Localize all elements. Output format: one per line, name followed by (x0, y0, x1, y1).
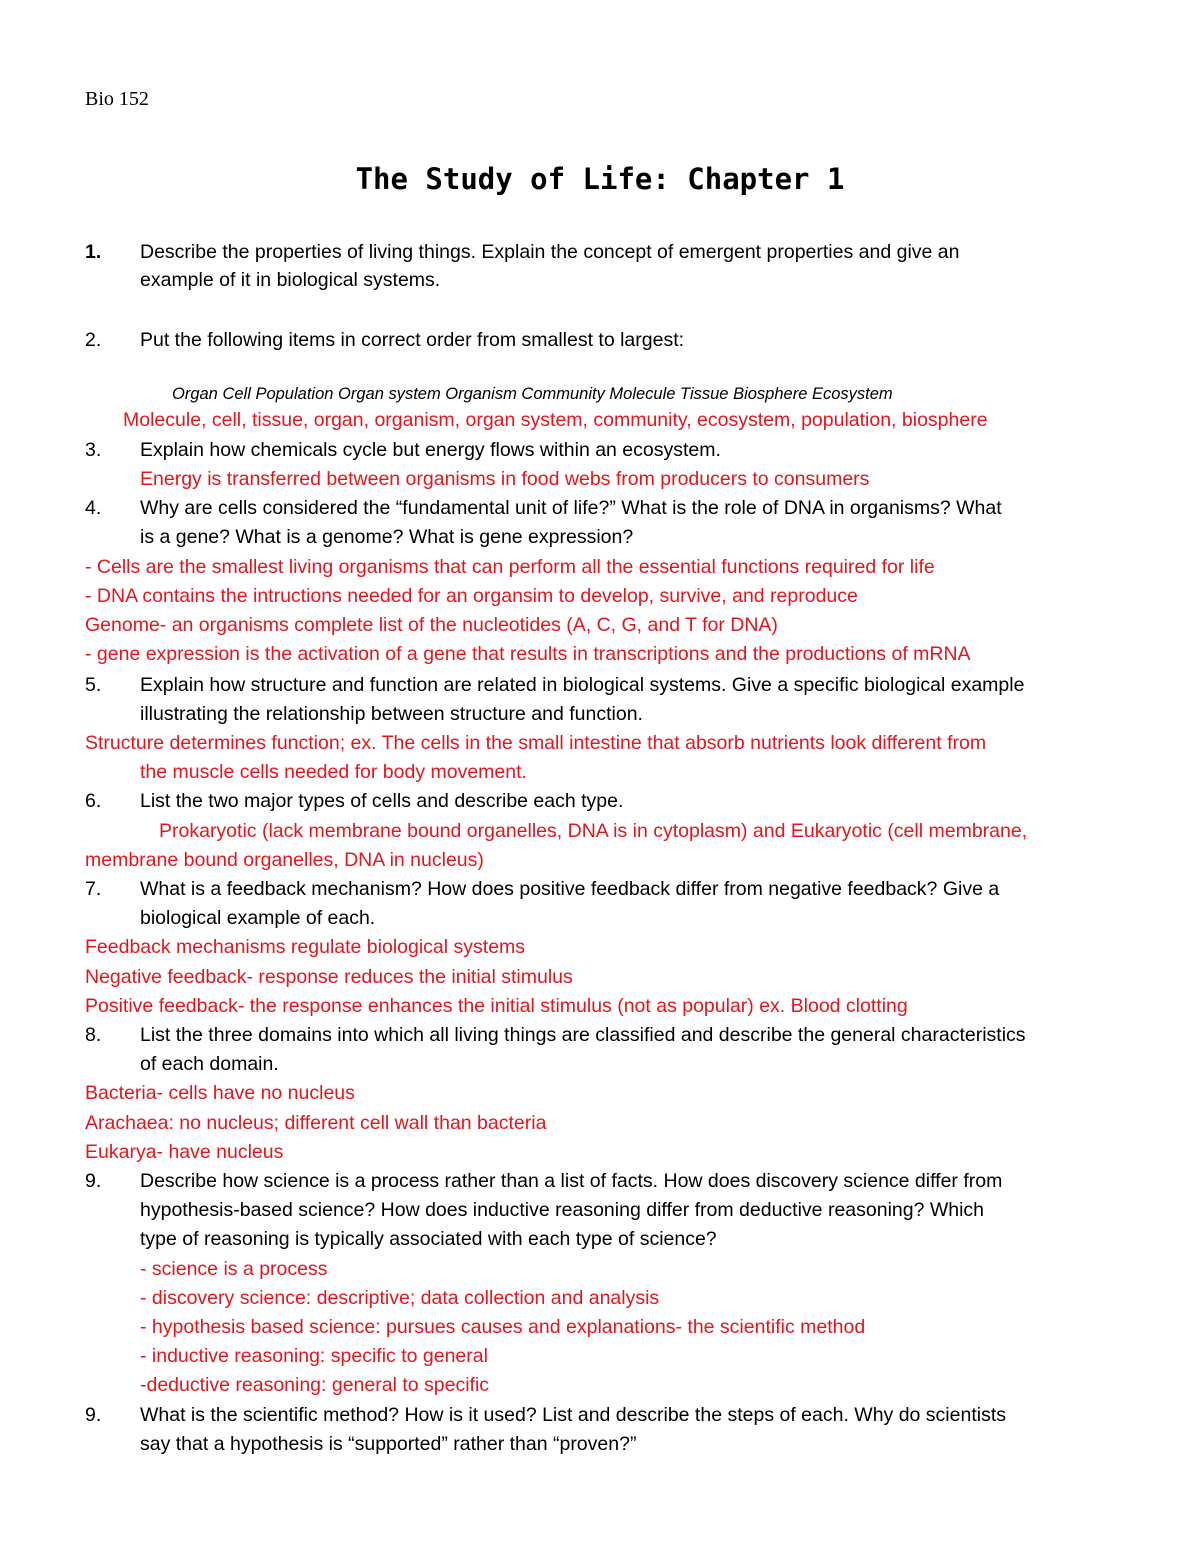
answer-text: Negative feedback- response reduces the initial stimulus (85, 966, 573, 988)
page-title: The Study of Life: Chapter 1 (355, 162, 845, 196)
answer-text: Arachaea: no nucleus; different cell wall than bacteria (85, 1112, 547, 1134)
question-number: 6. (85, 790, 102, 812)
question-number: 3. (85, 439, 102, 461)
answer-text: - Cells are the smallest living organisms that can perform all the essential functions required for life (85, 556, 935, 578)
question-text: type of reasoning is typically associated with each type of science? (140, 1228, 717, 1250)
question-text: What is the scientific method? How is it used? List and describe the steps of each. Why do scientists (140, 1404, 1006, 1426)
question-number: 7. (85, 878, 102, 900)
answer-text: -deductive reasoning: general to specific (140, 1374, 490, 1396)
question-text: Why are cells considered the “fundamental unit of life?” What is the role of DNA in organisms? What (140, 497, 1002, 519)
question-text: say that a hypothesis is “supported” rather than “proven?” (140, 1433, 637, 1455)
answer-text: Structure determines function; ex. The cells in the small intestine that absorb nutrients look different from (85, 732, 987, 754)
answer-text: Prokaryotic (lack membrane bound organelles, DNA is in cytoplasm) and Eukaryotic (cell membrane, (159, 820, 1028, 842)
question-text: Put the following items in correct order from smallest to largest: (140, 329, 685, 351)
question-text: Explain how chemicals cycle but energy flows within an ecosystem. (140, 439, 721, 461)
course-label: Bio 152 (85, 88, 149, 110)
question-text: of each domain. (140, 1053, 279, 1075)
answer-text: the muscle cells needed for body movement. (140, 761, 527, 783)
question-text: biological example of each. (140, 907, 376, 929)
answer-text: Genome- an organisms complete list of the nucleotides (A, C, G, and T for DNA) (85, 614, 778, 636)
answer-text: - hypothesis based science: pursues causes and explanations- the scientific method (140, 1316, 866, 1338)
answer-text: - discovery science: descriptive; data collection and analysis (140, 1287, 660, 1309)
question-text: What is a feedback mechanism? How does positive feedback differ from negative feedback? Give a (140, 878, 1000, 900)
question-number: 5. (85, 674, 102, 696)
question-text: hypothesis-based science? How does inductive reasoning differ from deductive reasoning? Which (140, 1199, 985, 1221)
answer-text: Energy is transferred between organisms in food webs from producers to consumers (140, 468, 870, 490)
question-number: 4. (85, 497, 102, 519)
answer-text: Positive feedback- the response enhances the initial stimulus (not as popular) ex. Blood clotting (85, 995, 908, 1017)
answer-text: Eukarya- have nucleus (85, 1141, 284, 1163)
question-text: Explain how structure and function are related in biological systems. Give a specific biological example (140, 674, 1025, 696)
answer-text: Bacteria- cells have no nucleus (85, 1082, 355, 1104)
question-text: example of it in biological systems. (140, 269, 441, 291)
answer-text: - gene expression is the activation of a gene that results in transcriptions and the productions of mRNA (85, 643, 971, 665)
answer-text: - science is a process (140, 1258, 328, 1280)
question-text: is a gene? What is a genome? What is gene expression? (140, 526, 634, 548)
question-number: 9. (85, 1170, 102, 1192)
question-number: 8. (85, 1024, 102, 1046)
question-number: 2. (85, 329, 102, 351)
answer-text: membrane bound organelles, DNA in nucleus) (85, 849, 484, 871)
question-text: Describe the properties of living things. Explain the concept of emergent properties and give an (140, 241, 960, 263)
question-text: illustrating the relationship between structure and function. (140, 703, 643, 725)
answer-text: - DNA contains the intructions needed for an organsim to develop, survive, and reproduce (85, 585, 858, 607)
answer-text: Feedback mechanisms regulate biological systems (85, 936, 526, 958)
question-number: 9. (85, 1404, 102, 1426)
question-text: Describe how science is a process rather than a list of facts. How does discovery science differ from (140, 1170, 1003, 1192)
answer-text: Molecule, cell, tissue, organ, organism, organ system, community, ecosystem, population, biosphere (123, 409, 988, 431)
question-text: List the two major types of cells and describe each type. (140, 790, 624, 812)
question-number: 1. (85, 241, 102, 263)
question-text: List the three domains into which all living things are classified and describe the general characteristics (140, 1024, 1026, 1046)
items-to-order: Organ Cell Population Organ system Organism Community Molecule Tissue Biosphere Ecosystem (172, 385, 893, 403)
answer-text: - inductive reasoning: specific to general (140, 1345, 488, 1367)
